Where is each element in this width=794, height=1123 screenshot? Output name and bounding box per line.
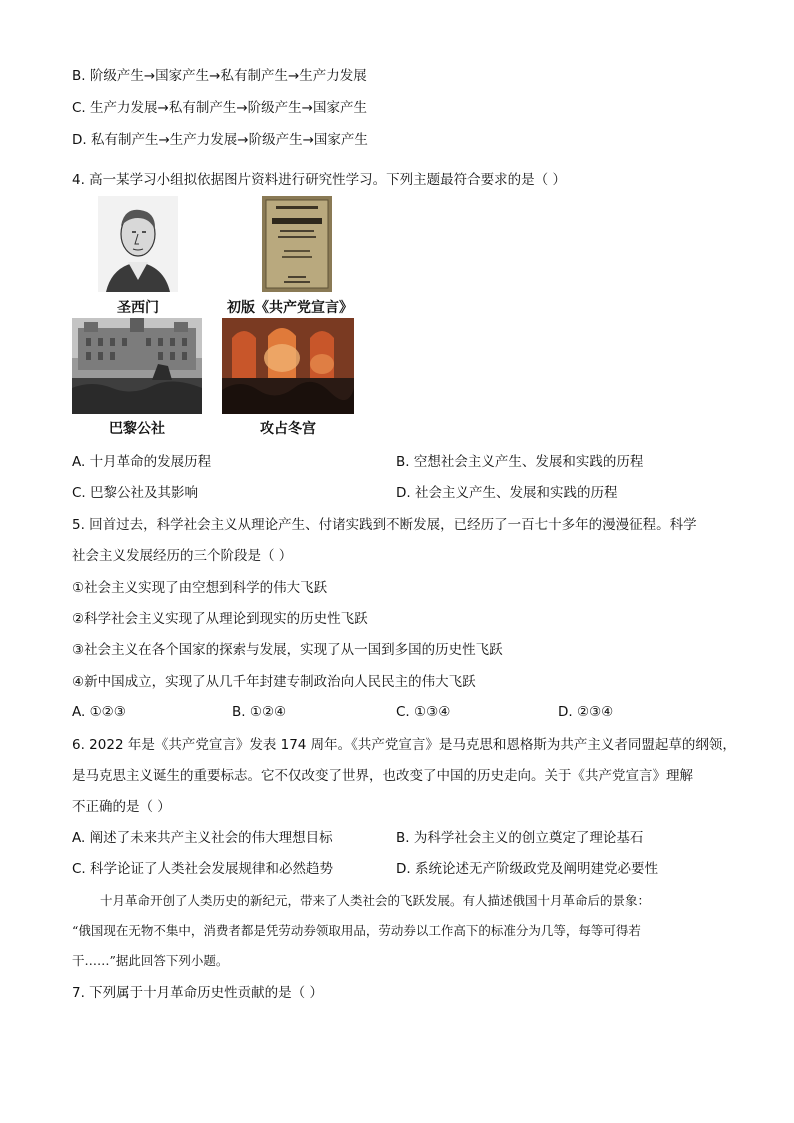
q4-option-b: B. 空想社会主义产生、发展和实践的历程 [396, 454, 644, 470]
caption-saint-simon: 圣西门 [117, 300, 159, 316]
winter-palace-image [222, 318, 354, 414]
passage-line2: “俄国现在无物不集中，消费者都是凭劳动券领取用品，劳动券以工作高下的标准分为几等，每等可得若 [72, 923, 641, 938]
q4-option-d: D. 社会主义产生、发展和实践的历程 [396, 485, 618, 501]
q3-option-c: C. 生产力发展→私有制产生→阶级产生→国家产生 [72, 100, 367, 116]
q5-option-c: C. ①③④ [396, 704, 451, 720]
passage-line1: 十月革命开创了人类历史的新纪元，带来了人类社会的飞跃发展。有人描述俄国十月革命后的景象： [100, 893, 651, 908]
q5-stem-line2: 社会主义发展经历的三个阶段是（ ） [72, 548, 293, 564]
q5-option-d: D. ②③④ [558, 704, 614, 720]
q5-statement-3: ③社会主义在各个国家的探索与发展，实现了从一国到多国的历史性飞跃 [72, 642, 503, 658]
caption-winter-palace: 攻占冬宫 [260, 421, 316, 437]
q6-stem-line2: 是马克思主义诞生的重要标志。它不仅改变了世界，也改变了中国的历史走向。关于《共产党宣言》理解 [72, 768, 693, 784]
q6-stem-line1: 6. 2022 年是《共产党宣言》发表 174 周年。《共产党宣言》是马克思和恩格斯为共产主义者同盟起草的纲领， [72, 737, 736, 753]
q4-option-c: C. 巴黎公社及其影响 [72, 485, 199, 501]
q7-stem: 7. 下列属于十月革命历史性贡献的是（ ） [72, 985, 323, 1001]
paris-commune-image [72, 318, 202, 414]
q4-option-a: A. 十月革命的发展历程 [72, 454, 212, 470]
q5-option-b: B. ①②④ [232, 704, 287, 720]
q6-option-b: B. 为科学社会主义的创立奠定了理论基石 [396, 830, 644, 846]
q6-stem-line3: 不正确的是（ ） [72, 799, 171, 815]
q5-statement-2: ②科学社会主义实现了从理论到现实的历史性飞跃 [72, 611, 368, 627]
caption-paris-commune: 巴黎公社 [109, 421, 165, 437]
q6-option-d: D. 系统论述无产阶级政党及阐明建党必要性 [396, 861, 658, 877]
q5-statement-1: ①社会主义实现了由空想到科学的伟大飞跃 [72, 580, 328, 596]
q6-option-c: C. 科学论证了人类社会发展规律和必然趋势 [72, 861, 334, 877]
q3-option-b: B. 阶级产生→国家产生→私有制产生→生产力发展 [72, 68, 367, 84]
caption-manifesto: 初版《共产党宣言》 [227, 300, 353, 316]
saint-simon-portrait [98, 196, 178, 292]
q5-option-a: A. ①②③ [72, 704, 126, 720]
manifesto-cover-image [262, 196, 332, 292]
q3-option-d: D. 私有制产生→生产力发展→阶级产生→国家产生 [72, 132, 368, 148]
q6-option-a: A. 阐述了未来共产主义社会的伟大理想目标 [72, 830, 333, 846]
q5-statement-4: ④新中国成立，实现了从几千年封建专制政治向人民民主的伟大飞跃 [72, 674, 476, 690]
q4-stem: 4. 高一某学习小组拟依据图片资料进行研究性学习。下列主题最符合要求的是（ ） [72, 172, 566, 188]
q5-stem-line1: 5. 回首过去，科学社会主义从理论产生、付诸实践到不断发展，已经历了一百七十多年的漫漫征程。科学 [72, 517, 697, 533]
passage-line3: 干……”据此回答下列小题。 [72, 953, 229, 968]
